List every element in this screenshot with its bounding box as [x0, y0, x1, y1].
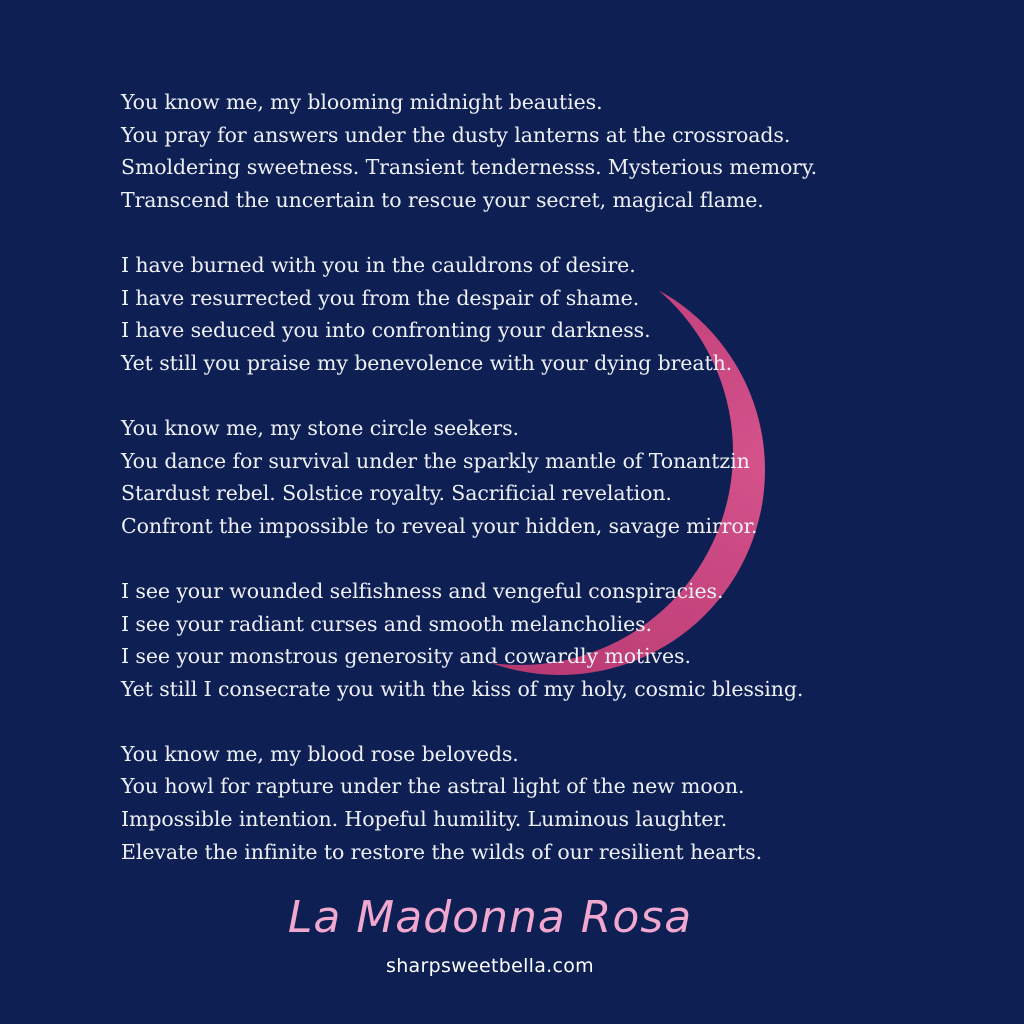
poem-line: I have seduced you into confronting your darkness. [121, 318, 651, 343]
stanza-3 [121, 412, 981, 542]
poem-line: Elevate the infinite to restore the wilds of our resilient hearts. [121, 839, 763, 864]
poem-line: Impossible intention. Hopeful humility. Luminous laughter. [121, 807, 728, 832]
poem-line: You know me, my blood rose beloveds. [121, 741, 519, 766]
signature-title: La Madonna Rosa [287, 892, 693, 943]
poem [121, 86, 981, 901]
poem-line: I have burned with you in the cauldrons of desire. [121, 252, 636, 277]
poem-line: You dance for survival under the sparkly mantle of Tonantzin [121, 448, 750, 473]
poem-line: You pray for answers under the dusty lanterns at the crossroads. [121, 122, 791, 147]
website-url[interactable]: sharpsweetbella.com [386, 955, 594, 977]
poem-line: I see your wounded selfishness and vengeful conspiracies. [121, 578, 724, 603]
stanza-1 [121, 86, 981, 216]
poem-line: I see your radiant curses and smooth melancholies. [121, 611, 652, 636]
poem-line: Transcend the uncertain to rescue your secret, magical flame. [121, 187, 764, 212]
poem-line: Smoldering sweetness. Transient tendernesss. Mysterious memory. [121, 155, 818, 180]
poem-line: You howl for rapture under the astral light of the new moon. [121, 774, 745, 799]
poem-line: I see your monstrous generosity and cowardly motives. [121, 644, 691, 669]
poem-line: You know me, my blooming midnight beauties. [121, 90, 603, 114]
poem-line: Yet still I consecrate you with the kiss of my holy, cosmic blessing. [121, 676, 804, 701]
poem-line: Yet still you praise my benevolence with your dying breath. [121, 350, 733, 375]
stanza-5 [121, 738, 981, 868]
stanza-2 [121, 249, 981, 379]
poem-line: Stardust rebel. Solstice royalty. Sacrificial revelation. [121, 481, 672, 506]
poem-line: You know me, my stone circle seekers. [121, 415, 519, 440]
poem-line: Confront the impossible to reveal your hidden, savage mirror. [121, 513, 758, 538]
stanza-4 [121, 575, 981, 705]
poem-line: I have resurrected you from the despair of shame. [121, 285, 640, 310]
